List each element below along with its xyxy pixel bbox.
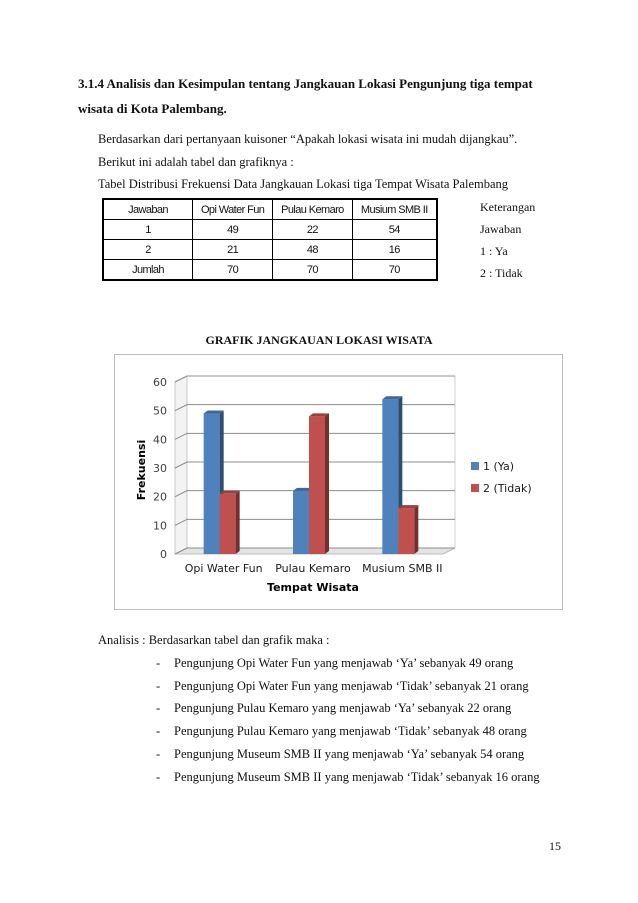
table-cell: 70	[273, 260, 352, 281]
table-cell: 2	[103, 240, 193, 260]
list-item	[156, 747, 524, 762]
list-item	[156, 701, 511, 716]
y-axis-title: Frekuensi	[135, 439, 148, 501]
legend-note-subtitle: Jawaban	[480, 222, 522, 236]
table-cell: 54	[352, 220, 437, 240]
x-tick-label: Musium SMB II	[362, 562, 443, 575]
list-dash: -	[156, 747, 161, 761]
table-cell: Jumlah	[103, 260, 193, 281]
table-cell: 49	[193, 220, 273, 240]
chart-title: GRAFIK JANGKAUAN LOKASI WISATA	[205, 333, 433, 347]
bar-side	[236, 491, 240, 554]
list-item-text: Pengunjung Museum SMB II yang menjawab ‘Tidak’ sebanyak 16 orang	[174, 770, 540, 784]
table-caption: Tabel Distribusi Frekuensi Data Jangkauan Lokasi tiga Tempat Wisata Palembang	[98, 177, 509, 191]
table-header: Jawaban	[103, 199, 193, 220]
list-item	[156, 679, 529, 694]
y-tick-label: 60	[153, 376, 167, 389]
list-dash: -	[156, 656, 161, 670]
table-cell: 48	[273, 240, 352, 260]
bar	[382, 399, 398, 554]
table-cell: 16	[352, 240, 437, 260]
list-item-text: Pengunjung Opi Water Fun yang menjawab ‘Ya’ sebanyak 49 orang	[174, 656, 514, 670]
section-heading-cont: wisata di Kota Palembang.	[78, 101, 227, 116]
table-row	[103, 260, 437, 281]
legend-entry: 1 (Ya)	[483, 460, 515, 473]
analysis-intro: Analisis : Berdasarkan tabel dan grafik maka :	[98, 633, 330, 647]
page-number: 15	[549, 839, 561, 853]
bar-chart	[114, 354, 563, 610]
intro-line-2: Berikut ini adalah tabel dan grafiknya :	[98, 155, 294, 169]
list-item	[156, 724, 527, 739]
list-item-text: Pengunjung Museum SMB II yang menjawab ‘Ya’ sebanyak 54 orang	[174, 747, 525, 761]
bar	[220, 494, 236, 554]
x-tick-label: Pulau Kemaro	[275, 562, 351, 575]
table-header-row	[103, 199, 437, 220]
bar	[309, 416, 325, 554]
table-cell: 21	[193, 240, 273, 260]
y-tick-label: 50	[153, 404, 167, 418]
legend-note-item: 2 : Tidak	[480, 266, 523, 280]
y-tick-label: 40	[153, 433, 167, 447]
section-heading: 3.1.4 Analisis dan Kesimpulan tentang Jangkauan Lokasi Pengunjung tiga tempat	[78, 76, 533, 91]
list-item	[156, 656, 513, 671]
intro-line-1: Berdasarkan dari pertanyaan kuisoner “Apakah lokasi wisata ini mudah dijangkau”.	[98, 132, 518, 146]
bar-side	[414, 505, 418, 554]
x-tick-label: Opi Water Fun	[184, 562, 263, 575]
bar	[293, 491, 309, 554]
table-cell: 70	[193, 260, 273, 281]
table-cell: 1	[103, 220, 193, 240]
list-dash: -	[156, 770, 161, 784]
table-header: Pulau Kemaro	[273, 199, 352, 220]
table-row	[103, 220, 437, 240]
chart-canvas	[115, 355, 562, 609]
y-tick-label: 30	[153, 462, 167, 475]
table-cell: 70	[352, 260, 437, 281]
list-item-text: Pengunjung Pulau Kemaro yang menjawab ‘Ya’ sebanyak 22 orang	[174, 701, 512, 715]
bar	[204, 414, 220, 554]
list-dash: -	[156, 679, 161, 693]
bar-side	[325, 413, 329, 554]
list-item	[156, 770, 540, 785]
y-tick-label: 10	[153, 519, 167, 533]
legend-note-item: 1 : Ya	[480, 244, 508, 258]
y-tick-label: 20	[153, 490, 167, 504]
legend-entry: 2 (Tidak)	[483, 482, 532, 495]
table-header: Opi Water Fun	[193, 199, 273, 220]
list-item-text: Pengunjung Opi Water Fun yang menjawab ‘Tidak’ sebanyak 21 orang	[174, 679, 529, 693]
frequency-table	[102, 198, 438, 281]
list-dash: -	[156, 724, 161, 738]
y-tick-label: 0	[160, 548, 167, 561]
x-axis-title: Tempat Wisata	[267, 581, 359, 594]
list-item-text: Pengunjung Pulau Kemaro yang menjawab ‘Tidak’ sebanyak 48 orang	[174, 724, 527, 738]
table-cell: 22	[273, 220, 352, 240]
legend-swatch	[471, 462, 479, 470]
legend-swatch	[471, 484, 479, 492]
table-header: Musium SMB II	[352, 199, 437, 220]
list-dash: -	[156, 701, 161, 715]
table-row	[103, 240, 437, 260]
bar	[398, 508, 414, 554]
legend-note-title: Keterangan	[480, 200, 536, 214]
